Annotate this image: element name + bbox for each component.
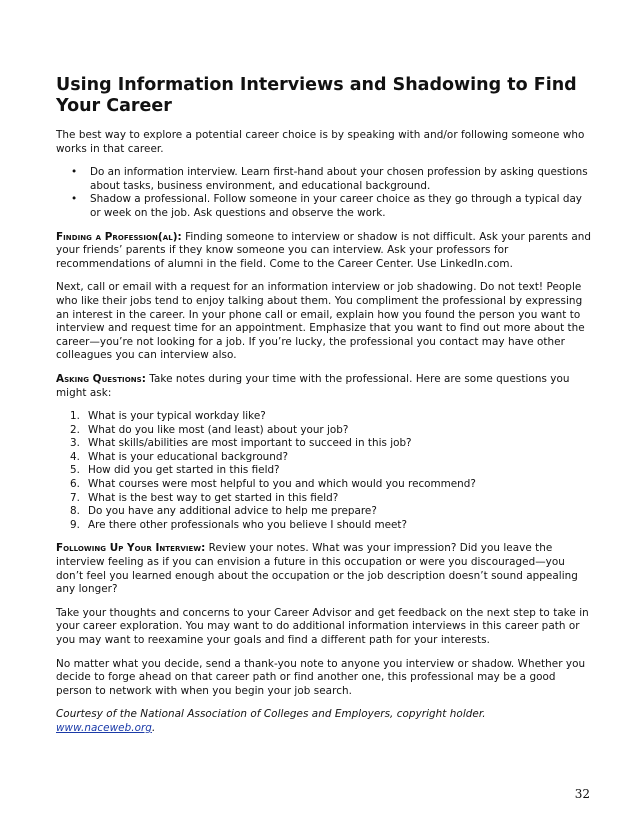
- question-text: What courses were most helpful to you and which would you recommend?: [88, 478, 476, 491]
- question-item: [56, 519, 592, 533]
- following-heading: Following Up Your Interview:: [56, 542, 206, 555]
- courtesy-note: [56, 708, 592, 735]
- list-item: • Do an information interview. Learn first-hand about your chosen profession by asking questions about tasks, business environment, and educational background.: [71, 166, 588, 192]
- finding-text: Finding someone to interview or shadow is not difficult. Ask your parents and your friends’ parents if they know someone you can interview. Ask your professors for recommendations of alumni in the field. Come to the Career Center. Use LinkedIn.com.: [56, 230, 592, 270]
- question-text: What do you like most (and least) about your job?: [88, 423, 349, 436]
- page-title: Using Information Interviews and Shadowing to Find Your Career: [56, 75, 577, 116]
- question-text: What is your educational background?: [88, 450, 288, 463]
- question-text: Do you have any additional advice to help me prepare?: [88, 505, 377, 518]
- asking-text: Take notes during your time with the professional. Here are some questions you might ask:: [56, 372, 570, 399]
- activity-list: [56, 166, 592, 220]
- thoughts-paragraph: Take your thoughts and concerns to your Career Advisor and get feedback on the next step to take in your career exploration. You may want to do additional information interviews in this career path or you may want to reexamine your goals and find a different path for your interests.: [56, 606, 589, 646]
- question-number: 8.: [70, 505, 80, 518]
- page-number: 32: [574, 787, 590, 801]
- question-item: [56, 437, 592, 451]
- asking-section: [56, 373, 592, 400]
- question-item: [56, 505, 592, 519]
- naceweb-link[interactable]: www.naceweb.org: [56, 721, 152, 734]
- question-number: 4.: [70, 450, 80, 463]
- question-item: [56, 451, 592, 465]
- bullet-icon: •: [71, 193, 78, 206]
- question-number: 9.: [70, 518, 80, 531]
- document-page: [56, 75, 592, 746]
- question-item: [56, 478, 592, 492]
- question-item: [56, 492, 592, 506]
- question-text: What is your typical workday like?: [88, 410, 266, 423]
- questions-list: [56, 410, 592, 532]
- courtesy-trailing: .: [151, 721, 156, 734]
- question-number: 5.: [70, 464, 80, 477]
- following-text: Review your notes. What was your impression? Did you leave the interview feeling as if you can envision a future in this occupation or were you discouraged—you don’t feel you learned enough about the occupation or the job description doesn’t sound appealing any longer?: [56, 542, 578, 596]
- question-number: 1.: [70, 410, 80, 423]
- question-number: 6.: [70, 478, 80, 491]
- question-text: What is the best way to get started in this field?: [88, 491, 339, 504]
- question-item: [56, 464, 592, 478]
- question-text: What skills/abilities are most important to succeed in this job?: [88, 437, 412, 450]
- question-number: 7.: [70, 491, 80, 504]
- question-text: Are there other professionals who you believe I should meet?: [88, 518, 408, 531]
- matter-paragraph: No matter what you decide, send a thank-you note to anyone you interview or shadow. Whether you decide to forge ahead on that career path or find another one, this professional may be a good person to network with when you begin your job search.: [56, 657, 586, 697]
- list-item: • Shadow a professional. Follow someone in your career choice as they go through a typical day or week on the job. Ask questions and observe the work.: [71, 193, 582, 219]
- question-item: [56, 410, 592, 424]
- finding-section: [56, 231, 592, 272]
- intro-paragraph: The best way to explore a potential career choice is by speaking with and/or following someone who works in that career.: [56, 129, 585, 155]
- next-paragraph: Next, call or email with a request for an information interview or job shadowing. Do not text! People who like their jobs tend to enjoy talking about them. You compliment the professional by expressing an interest in the career. In your phone call or email, explain how you found the person you want to interview and request time for an appointment. Emphasize that you want to find out more about the career—you’re not looking for a job. If you’re lucky, the professional you contact may have other colleagues you can interview also.: [56, 281, 585, 362]
- bullet-icon: •: [71, 166, 78, 179]
- following-section: [56, 542, 592, 596]
- question-item: [56, 424, 592, 438]
- asking-heading: Asking Questions:: [56, 372, 146, 385]
- courtesy-text: Courtesy of the National Association of Colleges and Employers, copyright holder.: [56, 708, 486, 721]
- finding-heading: Finding a Profession(al):: [56, 230, 182, 243]
- question-number: 2.: [70, 423, 80, 436]
- question-number: 3.: [70, 437, 80, 450]
- question-text: How did you get started in this field?: [88, 464, 280, 477]
